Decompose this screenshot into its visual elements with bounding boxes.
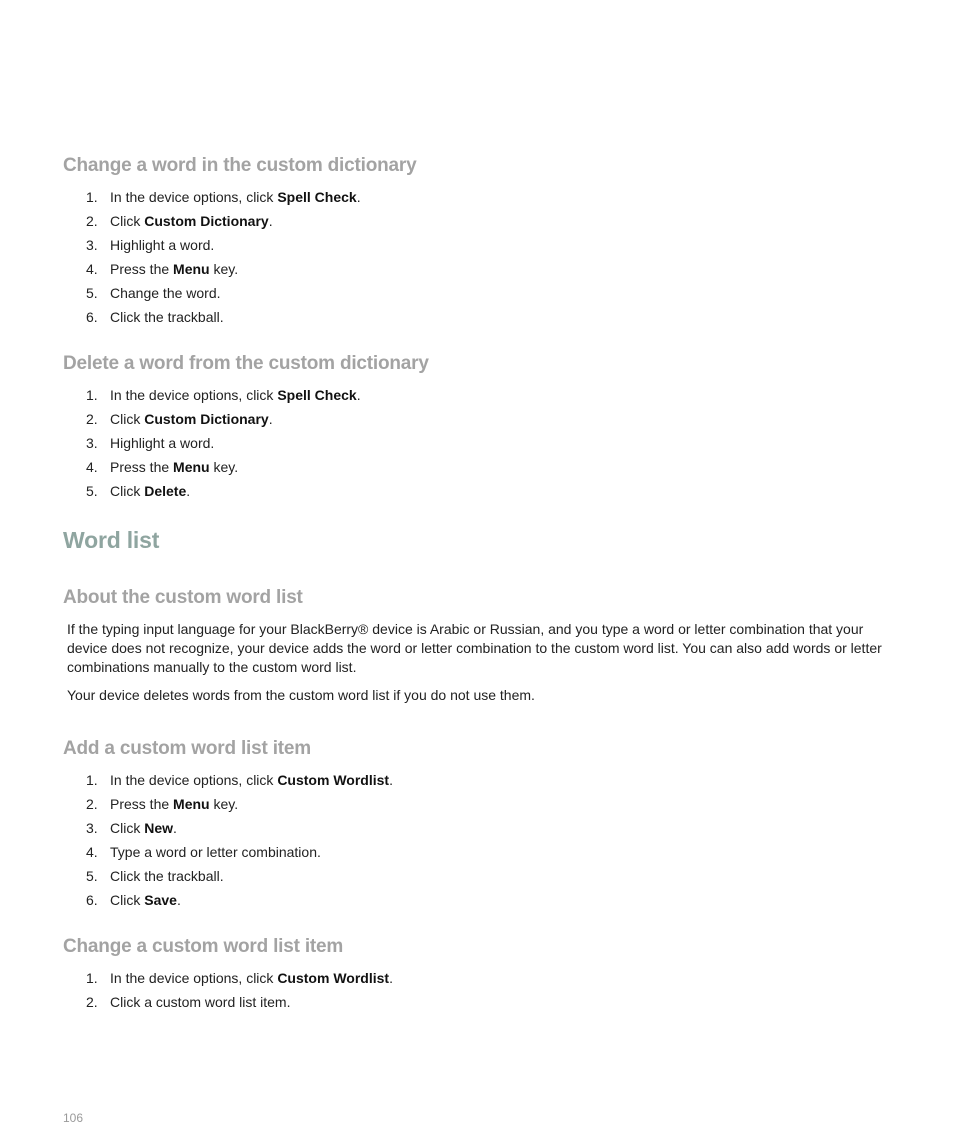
- step-number: 4.: [86, 261, 98, 277]
- step-text: Click: [110, 892, 145, 908]
- step-number: 4.: [86, 459, 98, 475]
- step-number: 2.: [86, 411, 98, 427]
- ui-term: Custom Dictionary: [144, 411, 269, 427]
- step-text: Press the: [110, 261, 174, 277]
- step-text-end: .: [389, 970, 393, 986]
- steps-list: [63, 383, 903, 503]
- step-item: [63, 209, 903, 233]
- section-heading: Change a custom word list item: [63, 936, 344, 957]
- page-number: 106: [63, 1111, 84, 1125]
- section-heading: About the custom word list: [63, 587, 303, 608]
- step-text-end: .: [176, 892, 181, 908]
- step-text: Change the word.: [110, 285, 221, 301]
- step-item: [63, 281, 903, 305]
- step-text: In the device options, click: [110, 189, 278, 205]
- step-text: In the device options, click: [110, 772, 278, 788]
- step-number: 2.: [86, 796, 98, 812]
- step-number: 1.: [86, 970, 98, 986]
- step-number: 3.: [86, 435, 98, 451]
- step-item: [63, 840, 903, 864]
- step-text: Click: [110, 483, 145, 499]
- step-text-end: .: [356, 189, 361, 205]
- step-number: 2.: [86, 994, 98, 1010]
- step-item: [63, 816, 903, 840]
- ui-term: Save: [144, 892, 177, 908]
- step-item: [63, 383, 903, 407]
- step-text-end: .: [389, 772, 393, 788]
- step-item: [63, 792, 903, 816]
- ui-term: Menu: [173, 459, 210, 475]
- step-text: Highlight a word.: [110, 435, 215, 451]
- step-number: 3.: [86, 820, 98, 836]
- step-item: [63, 864, 903, 888]
- step-number: 4.: [86, 844, 98, 860]
- step-text-end: .: [186, 483, 191, 499]
- step-text: In the device options, click: [110, 970, 278, 986]
- step-text: Click: [110, 411, 145, 427]
- step-number: 2.: [86, 213, 98, 229]
- section-heading: Change a word in the custom dictionary: [63, 155, 417, 176]
- step-text: Highlight a word.: [110, 237, 215, 253]
- steps-list: [63, 185, 903, 329]
- step-text-end: .: [268, 213, 273, 229]
- ui-term: Custom Dictionary: [144, 213, 269, 229]
- step-number: 6.: [86, 892, 98, 908]
- section-change-item: [63, 935, 903, 1014]
- step-text-end: key.: [209, 796, 239, 812]
- step-item: [63, 407, 903, 431]
- step-item: [63, 479, 903, 503]
- step-text: Type a word or letter combination.: [110, 844, 321, 860]
- paragraph: If the typing input language for your BlackBerry® device is Arabic or Russian, and you type a word or letter combination that your device does not recognize, your device adds the word or letter combination to the custom word list. You can also add words or letter combinations manually to the custom word list.: [67, 621, 882, 675]
- step-number: 3.: [86, 237, 98, 253]
- chapter-heading: Word list: [63, 527, 160, 553]
- step-text: Click: [110, 213, 145, 229]
- step-text: Click the trackball.: [110, 868, 224, 884]
- step-text: Click the trackball.: [110, 309, 224, 325]
- step-text: Click: [110, 820, 145, 836]
- step-number: 1.: [86, 189, 98, 205]
- section-change-word: [63, 154, 903, 329]
- ui-term: Spell Check: [277, 189, 357, 205]
- section-delete-word: [63, 352, 903, 503]
- section-about-word-list: [63, 586, 903, 714]
- step-item: [63, 185, 903, 209]
- ui-term: New: [144, 820, 174, 836]
- section-heading: Delete a word from the custom dictionary: [63, 353, 429, 374]
- step-number: 1.: [86, 772, 98, 788]
- step-text-end: key.: [209, 459, 239, 475]
- ui-term: Custom Wordlist: [277, 970, 390, 986]
- step-item: [63, 768, 903, 792]
- step-item: [63, 431, 903, 455]
- step-number: 5.: [86, 285, 98, 301]
- step-number: 1.: [86, 387, 98, 403]
- step-item: [63, 990, 903, 1014]
- section-add-item: [63, 737, 903, 912]
- ui-term: Menu: [173, 796, 210, 812]
- ui-term: Menu: [173, 261, 210, 277]
- step-text: Press the: [110, 796, 174, 812]
- step-item: [63, 455, 903, 479]
- step-item: [63, 305, 903, 329]
- step-text-end: .: [356, 387, 361, 403]
- step-text: In the device options, click: [110, 387, 278, 403]
- step-number: 6.: [86, 309, 98, 325]
- steps-list: [63, 768, 903, 912]
- step-text-end: .: [268, 411, 273, 427]
- step-number: 5.: [86, 483, 98, 499]
- step-text-end: .: [173, 820, 177, 836]
- step-item: [63, 257, 903, 281]
- step-item: [63, 888, 903, 912]
- steps-list: [63, 966, 903, 1014]
- step-text: Click a custom word list item.: [110, 994, 291, 1010]
- step-text-end: key.: [209, 261, 239, 277]
- ui-term: Spell Check: [277, 387, 357, 403]
- ui-term: Custom Wordlist: [277, 772, 390, 788]
- section-heading: Add a custom word list item: [63, 738, 311, 759]
- step-item: [63, 966, 903, 990]
- paragraph: Your device deletes words from the custom word list if you do not use them.: [67, 687, 535, 703]
- section-word-list: [63, 526, 903, 554]
- step-number: 5.: [86, 868, 98, 884]
- step-item: [63, 233, 903, 257]
- paragraphs: [63, 620, 903, 705]
- step-text: Press the: [110, 459, 174, 475]
- ui-term: Delete: [144, 483, 187, 499]
